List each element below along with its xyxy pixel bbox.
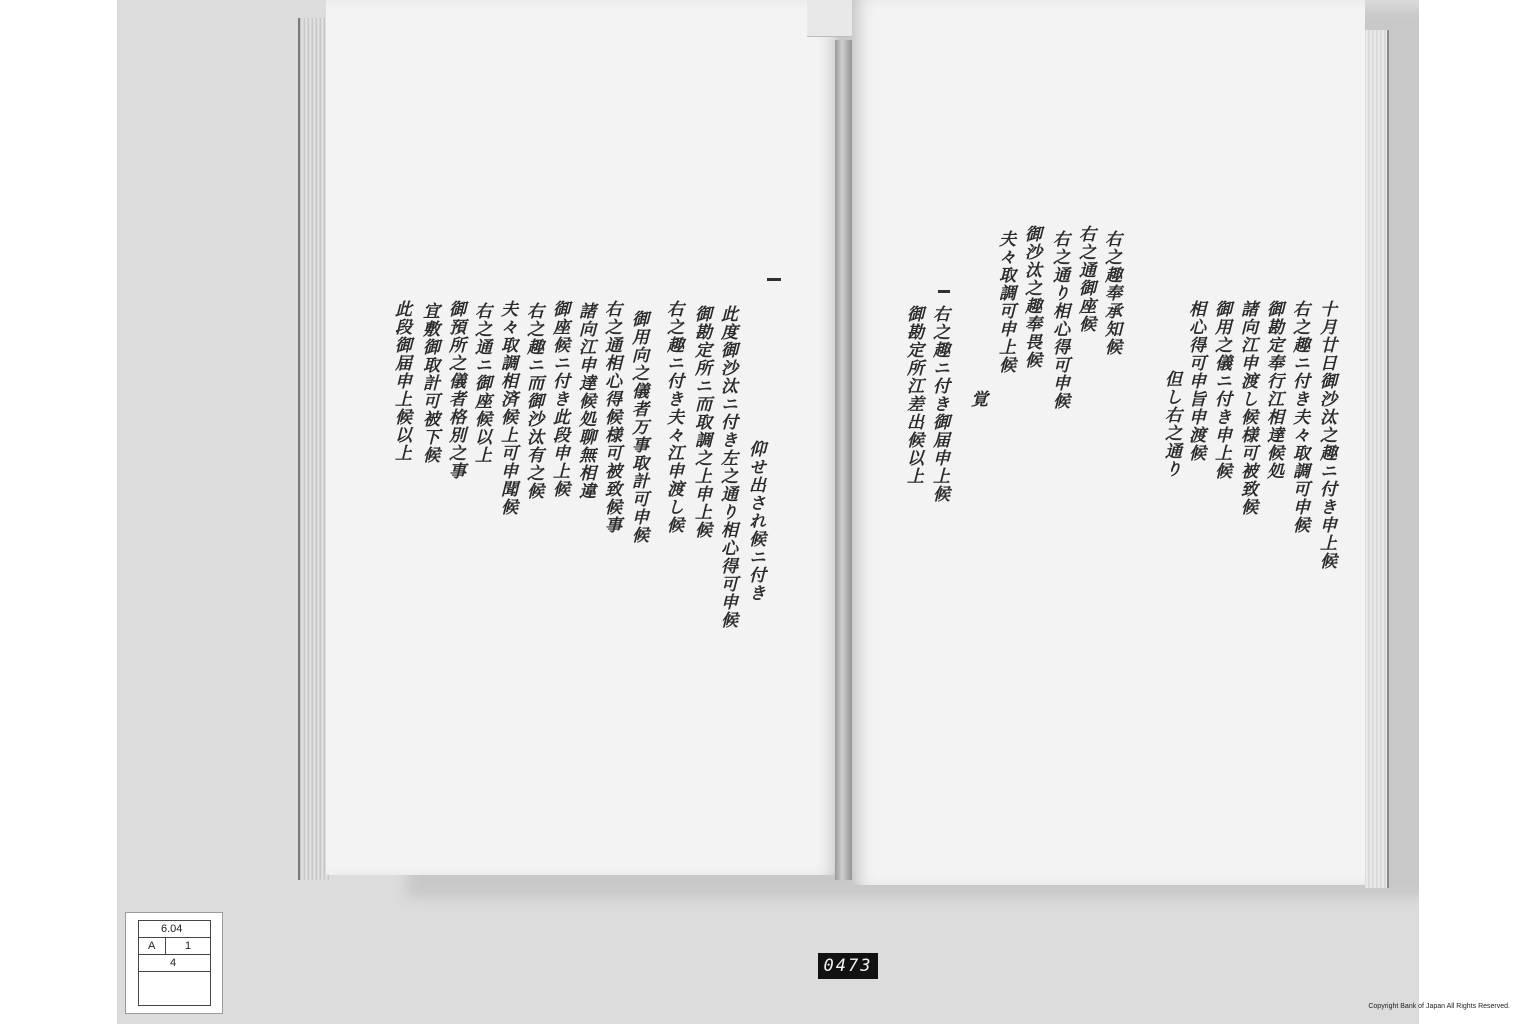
catalog-row-2 xyxy=(139,938,210,955)
left-page-line-1: 仰せ出され候ニ付き xyxy=(745,440,765,602)
right-page xyxy=(852,0,1365,885)
catalog-volume: 1 xyxy=(185,940,192,952)
catalog-grid xyxy=(138,920,211,1006)
microfilm-scan xyxy=(117,0,1419,1024)
book-fore-edge-right xyxy=(1365,30,1389,888)
left-page-line-10: 右之趣ニ而御沙汰有之候 xyxy=(523,302,543,500)
book-gutter xyxy=(835,40,853,880)
right-page-line-8: 右之趣奉承知候 xyxy=(1101,230,1121,356)
frame-number: 0473 xyxy=(818,953,878,979)
catalog-row-3 xyxy=(139,955,210,972)
left-page-line-6: 御用向之儀者万事取計可申候 xyxy=(628,310,648,544)
right-page-line-2: 右之趣ニ付き夫々取調可申候 xyxy=(1289,300,1309,534)
right-page-line-1: 十月廿日御沙汰之趣ニ付き申上候 xyxy=(1316,300,1336,570)
catalog-item: 4 xyxy=(170,957,177,969)
catalog-row-4 xyxy=(139,972,210,1005)
left-page-line-2: 此度御沙汰ニ付き左之通り相心得可申候 xyxy=(717,305,737,629)
left-page-line-12: 右之通ニ御座候以上 xyxy=(471,302,491,464)
catalog-code: 6.04 xyxy=(161,923,183,935)
right-page-line-16: 御勘定所江差出候以上 xyxy=(903,305,923,485)
left-page-line-13: 御預所之儀者格別之事 xyxy=(445,300,465,480)
right-page-heading-mark xyxy=(938,290,950,293)
right-page-line-11: 御沙汰之趣奉畏候 xyxy=(1021,225,1041,369)
right-page-line-6: 相心得可申旨申渡候 xyxy=(1185,300,1205,462)
right-page-line-10: 右之通り相心得可申候 xyxy=(1049,230,1069,410)
copyright-notice: Copyright Bank of Japan All Rights Reserved. xyxy=(1368,1003,1510,1010)
left-page-line-7: 右之通相心得候様可被致候事 xyxy=(601,300,621,534)
catalog-series: A xyxy=(148,940,156,952)
right-page-line-13: 覚 xyxy=(967,390,987,408)
left-page-line-8: 諸向江申達候処聊無相違 xyxy=(575,302,595,500)
catalog-row-1 xyxy=(139,921,210,938)
left-page-line-14: 宜敷御取計可被下候 xyxy=(419,302,439,464)
right-page-line-3: 御勘定奉行江相達候処 xyxy=(1263,300,1283,480)
left-page-line-3: 御勘定所ニ而取調之上申上候 xyxy=(691,305,711,539)
left-page-line-4: 右之趣ニ付き夫々江申渡し候 xyxy=(663,300,683,534)
left-page-heading-mark xyxy=(767,278,781,281)
right-page-line-15: 右之趣ニ付き御届申上候 xyxy=(929,305,949,503)
left-page xyxy=(326,0,839,875)
catalog-label xyxy=(125,912,223,1014)
left-page-line-15: 此段御届申上候以上 xyxy=(391,300,411,462)
right-page-line-4: 諸向江申渡し候様可被致候 xyxy=(1237,300,1257,516)
left-page-line-9: 御座候ニ付き此段申上候 xyxy=(549,300,569,498)
catalog-divider xyxy=(165,938,166,955)
right-page-line-7: 但し右之通り xyxy=(1161,370,1181,478)
right-page-line-12: 夫々取調可申上候 xyxy=(995,230,1015,374)
right-page-line-9: 右之通御座候 xyxy=(1075,225,1095,333)
right-page-line-5: 御用之儀ニ付き申上候 xyxy=(1211,300,1231,480)
left-page-line-11: 夫々取調相済候上可申聞候 xyxy=(497,300,517,516)
